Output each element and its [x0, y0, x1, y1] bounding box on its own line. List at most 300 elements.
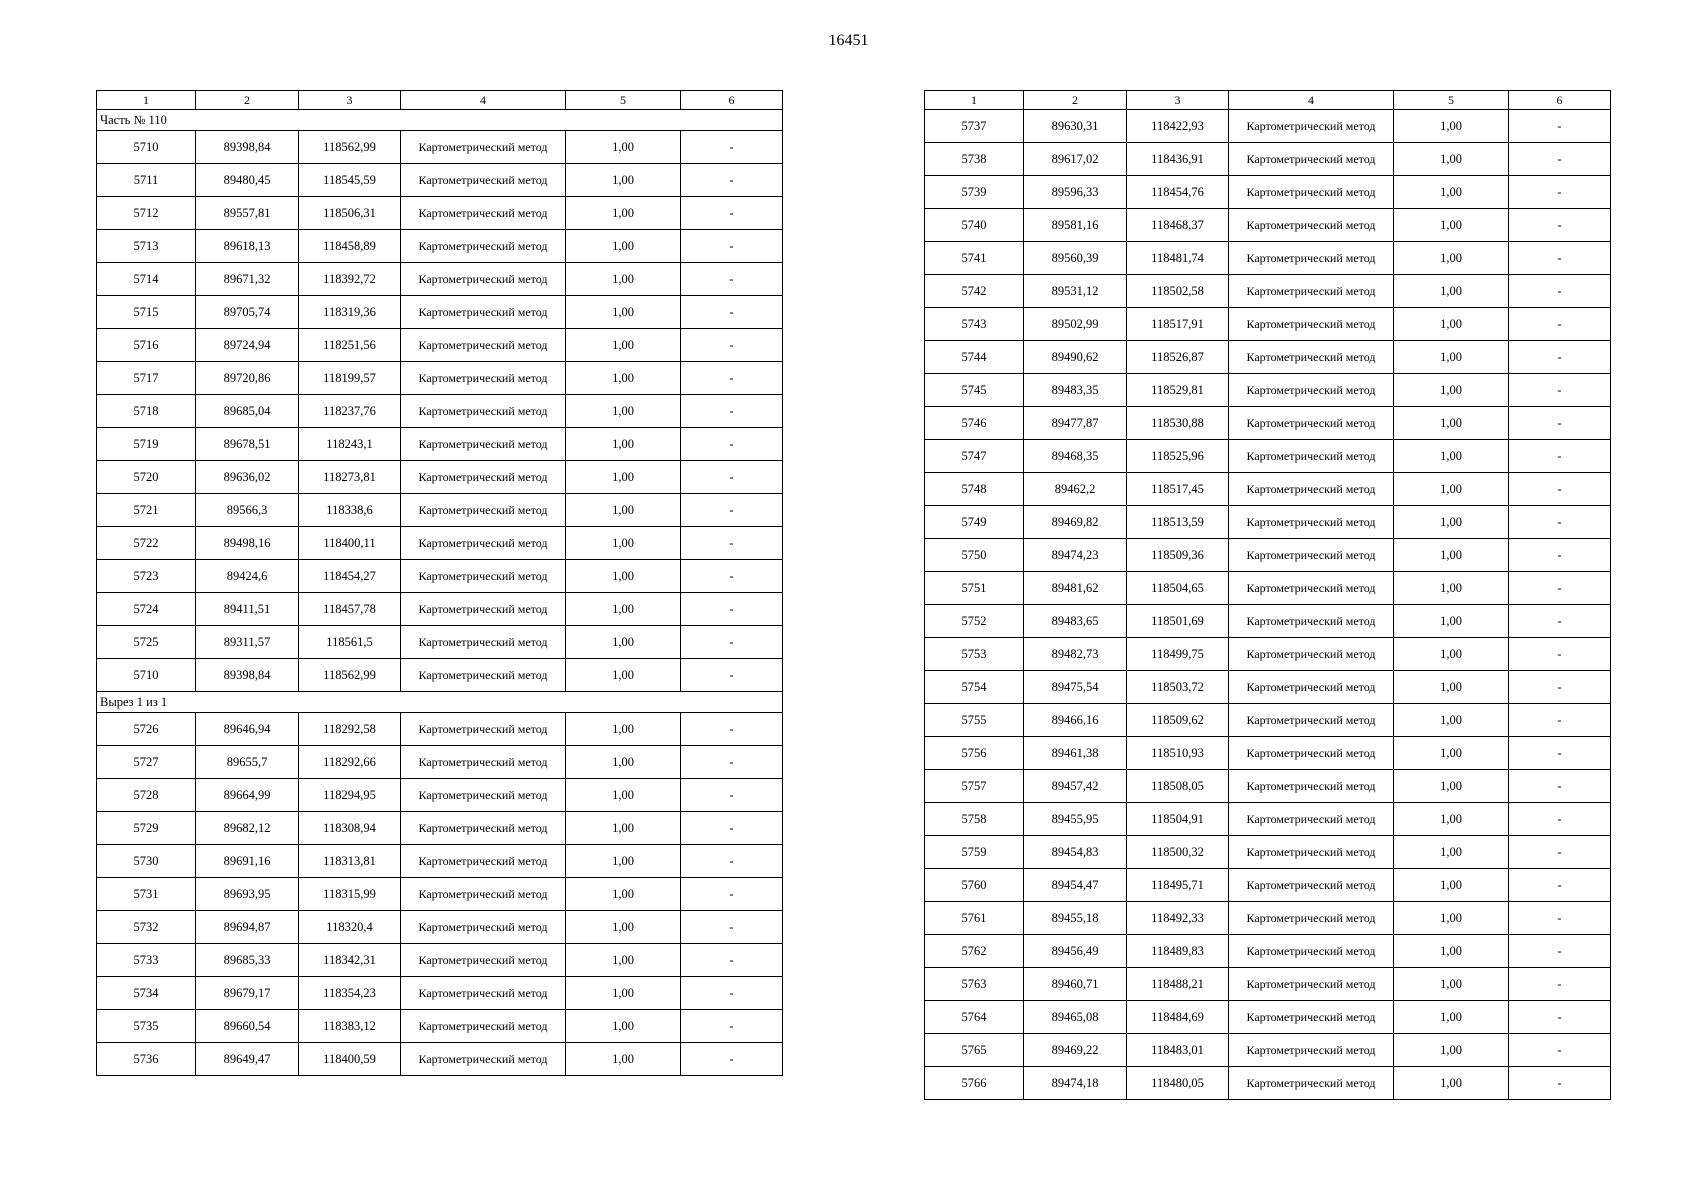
table-cell: 1,00 [566, 296, 681, 329]
table-row [925, 1034, 1611, 1067]
table-row [925, 968, 1611, 1001]
table-cell: 5753 [925, 638, 1024, 671]
table-cell: 89566,3 [196, 494, 299, 527]
table-cell: 5737 [925, 110, 1024, 143]
table-cell: Картометрический метод [1229, 869, 1394, 902]
table-cell: 118529,81 [1127, 374, 1229, 407]
table-cell: 118509,36 [1127, 539, 1229, 572]
table-cell: - [1509, 242, 1611, 275]
table-cell: 5735 [97, 1010, 196, 1043]
table-cell: Картометрический метод [1229, 1001, 1394, 1034]
table-cell: 118502,58 [1127, 275, 1229, 308]
table-cell: 5713 [97, 230, 196, 263]
table-cell: 118243,1 [299, 428, 401, 461]
table-cell: 1,00 [1394, 704, 1509, 737]
table-cell: 5724 [97, 593, 196, 626]
table-cell: - [681, 560, 783, 593]
table-cell: Картометрический метод [1229, 440, 1394, 473]
table-cell: Картометрический метод [1229, 242, 1394, 275]
table-row [97, 329, 783, 362]
table-cell: - [681, 362, 783, 395]
table-row [925, 1067, 1611, 1100]
table-cell: 118545,59 [299, 164, 401, 197]
table-cell: 5723 [97, 560, 196, 593]
table-cell: - [1509, 968, 1611, 1001]
table-cell: 89617,02 [1024, 143, 1127, 176]
table-cell: 89454,83 [1024, 836, 1127, 869]
table-cell: 118500,32 [1127, 836, 1229, 869]
table-cell: Картометрический метод [401, 812, 566, 845]
table-row [97, 131, 783, 164]
table-row [925, 374, 1611, 407]
table-cell: 5730 [97, 845, 196, 878]
table-row [97, 593, 783, 626]
table-cell: 5745 [925, 374, 1024, 407]
table-cell: Картометрический метод [1229, 176, 1394, 209]
table-row [97, 560, 783, 593]
table-cell: 1,00 [1394, 935, 1509, 968]
table-row [97, 494, 783, 527]
table-cell: 5728 [97, 779, 196, 812]
table-row [97, 713, 783, 746]
table-cell: 118484,69 [1127, 1001, 1229, 1034]
table-cell: 1,00 [566, 746, 681, 779]
table-cell: 1,00 [1394, 836, 1509, 869]
table-cell: 1,00 [1394, 572, 1509, 605]
table-cell: 89671,32 [196, 263, 299, 296]
table-cell: Картометрический метод [401, 494, 566, 527]
table-cell: 89483,35 [1024, 374, 1127, 407]
table-cell: 1,00 [566, 626, 681, 659]
table-cell: 118454,76 [1127, 176, 1229, 209]
table-cell: 5744 [925, 341, 1024, 374]
table-cell: 118273,81 [299, 461, 401, 494]
table-cell: 89724,94 [196, 329, 299, 362]
table-cell: - [1509, 407, 1611, 440]
table-cell: - [681, 626, 783, 659]
table-cell: Картометрический метод [1229, 902, 1394, 935]
table-cell: 118458,89 [299, 230, 401, 263]
table-cell: Картометрический метод [401, 659, 566, 692]
table-cell: 5763 [925, 968, 1024, 1001]
table-cell: Картометрический метод [1229, 209, 1394, 242]
table-row [97, 428, 783, 461]
table-cell: 5726 [97, 713, 196, 746]
table-cell: 89655,7 [196, 746, 299, 779]
coordinates-table-left [96, 90, 783, 1076]
table-cell: 89557,81 [196, 197, 299, 230]
table-cell: - [681, 911, 783, 944]
table-cell: 5741 [925, 242, 1024, 275]
table-cell: 1,00 [566, 230, 681, 263]
table-cell: 89456,49 [1024, 935, 1127, 968]
table-cell: Картометрический метод [1229, 737, 1394, 770]
table-header-row [97, 91, 783, 110]
table-cell: 1,00 [566, 461, 681, 494]
table-cell: 1,00 [1394, 506, 1509, 539]
table-cell: 5720 [97, 461, 196, 494]
table-row [97, 812, 783, 845]
table-cell: 5749 [925, 506, 1024, 539]
table-cell: 118436,91 [1127, 143, 1229, 176]
table-cell: Картометрический метод [401, 362, 566, 395]
table-cell: - [1509, 506, 1611, 539]
table-cell: 5721 [97, 494, 196, 527]
table-cell: 5716 [97, 329, 196, 362]
table-cell: Картометрический метод [1229, 308, 1394, 341]
table-cell: Картометрический метод [401, 1043, 566, 1076]
table-cell: 1,00 [566, 197, 681, 230]
table-cell: 1,00 [566, 131, 681, 164]
table-cell: 5751 [925, 572, 1024, 605]
table-cell: 1,00 [566, 593, 681, 626]
table-cell: 1,00 [1394, 737, 1509, 770]
column-header: 2 [1024, 91, 1127, 110]
table-cell: - [1509, 143, 1611, 176]
section-title: Вырез 1 из 1 [97, 692, 783, 713]
table-cell: 89398,84 [196, 131, 299, 164]
table-cell: 118509,62 [1127, 704, 1229, 737]
table-cell: - [1509, 110, 1611, 143]
table-row [925, 638, 1611, 671]
table-row [97, 164, 783, 197]
table-cell: Картометрический метод [1229, 473, 1394, 506]
table-cell: 5762 [925, 935, 1024, 968]
table-cell: 5757 [925, 770, 1024, 803]
column-header: 5 [1394, 91, 1509, 110]
column-header: 1 [925, 91, 1024, 110]
table-cell: 118199,57 [299, 362, 401, 395]
table-cell: Картометрический метод [1229, 341, 1394, 374]
table-cell: Картометрический метод [1229, 1034, 1394, 1067]
table-cell: 5722 [97, 527, 196, 560]
table-cell: Картометрический метод [1229, 671, 1394, 704]
table-cell: 1,00 [566, 527, 681, 560]
table-row [97, 845, 783, 878]
table-cell: - [1509, 704, 1611, 737]
table-cell: Картометрический метод [401, 944, 566, 977]
table-cell: 89664,99 [196, 779, 299, 812]
table-cell: 89483,65 [1024, 605, 1127, 638]
table-row [925, 506, 1611, 539]
table-cell: 118506,31 [299, 197, 401, 230]
table-cell: 89705,74 [196, 296, 299, 329]
table-cell: Картометрический метод [401, 131, 566, 164]
table-cell: 1,00 [1394, 671, 1509, 704]
table-cell: 89560,39 [1024, 242, 1127, 275]
table-cell: Картометрический метод [1229, 1067, 1394, 1100]
table-cell: - [681, 428, 783, 461]
table-cell: 89461,38 [1024, 737, 1127, 770]
table-cell: - [681, 746, 783, 779]
table-cell: Картометрический метод [401, 230, 566, 263]
table-cell: 5734 [97, 977, 196, 1010]
table-cell: Картометрический метод [1229, 572, 1394, 605]
table-cell: 1,00 [1394, 1001, 1509, 1034]
table-cell: 118489,83 [1127, 935, 1229, 968]
table-cell: 89475,54 [1024, 671, 1127, 704]
table-cell: 89469,22 [1024, 1034, 1127, 1067]
table-cell: 118457,78 [299, 593, 401, 626]
table-cell: 5714 [97, 263, 196, 296]
table-cell: 89678,51 [196, 428, 299, 461]
table-row [925, 308, 1611, 341]
table-row [97, 395, 783, 428]
table-cell: 5732 [97, 911, 196, 944]
table-cell: - [1509, 440, 1611, 473]
table-cell: Картометрический метод [1229, 935, 1394, 968]
table-cell: 89531,12 [1024, 275, 1127, 308]
table-cell: Картометрический метод [401, 164, 566, 197]
table-cell: - [1509, 1067, 1611, 1100]
table-cell: 89636,02 [196, 461, 299, 494]
table-cell: 118313,81 [299, 845, 401, 878]
table-cell: 1,00 [1394, 539, 1509, 572]
table-cell: - [681, 263, 783, 296]
table-cell: 1,00 [566, 494, 681, 527]
table-cell: - [681, 197, 783, 230]
table-cell: Картометрический метод [1229, 110, 1394, 143]
table-cell: 5752 [925, 605, 1024, 638]
table-cell: 1,00 [1394, 770, 1509, 803]
table-cell: 5710 [97, 659, 196, 692]
table-cell: 5731 [97, 878, 196, 911]
table-cell: 118354,23 [299, 977, 401, 1010]
table-cell: 118513,59 [1127, 506, 1229, 539]
table-row [925, 572, 1611, 605]
table-cell: 5733 [97, 944, 196, 977]
table-cell: - [681, 1010, 783, 1043]
table-cell: 89468,35 [1024, 440, 1127, 473]
table-cell: Картометрический метод [401, 713, 566, 746]
section-title-row [97, 110, 783, 131]
table-row [925, 176, 1611, 209]
table-cell: - [1509, 308, 1611, 341]
table-cell: Картометрический метод [401, 845, 566, 878]
table-row [925, 737, 1611, 770]
table-cell: - [681, 494, 783, 527]
table-cell: 1,00 [1394, 308, 1509, 341]
table-cell: 1,00 [566, 845, 681, 878]
table-row [97, 527, 783, 560]
table-row [97, 461, 783, 494]
table-cell: 118483,01 [1127, 1034, 1229, 1067]
table-cell: 5747 [925, 440, 1024, 473]
table-cell: Картометрический метод [1229, 803, 1394, 836]
table-cell: - [1509, 374, 1611, 407]
table-cell: 118517,45 [1127, 473, 1229, 506]
table-cell: 89660,54 [196, 1010, 299, 1043]
table-cell: 5746 [925, 407, 1024, 440]
column-header: 2 [196, 91, 299, 110]
table-cell: - [681, 461, 783, 494]
table-cell: 118508,05 [1127, 770, 1229, 803]
table-row [97, 944, 783, 977]
table-cell: Картометрический метод [401, 1010, 566, 1043]
table-cell: 1,00 [1394, 1067, 1509, 1100]
table-cell: 1,00 [1394, 902, 1509, 935]
table-cell: 5739 [925, 176, 1024, 209]
table-body-left [97, 110, 783, 1076]
table-cell: 5761 [925, 902, 1024, 935]
table-cell: 89455,18 [1024, 902, 1127, 935]
table-cell: Картометрический метод [1229, 143, 1394, 176]
table-cell: 5754 [925, 671, 1024, 704]
table-cell: 118320,4 [299, 911, 401, 944]
table-cell: 89482,73 [1024, 638, 1127, 671]
table-cell: - [681, 878, 783, 911]
table-cell: 1,00 [1394, 374, 1509, 407]
table-cell: Картометрический метод [1229, 506, 1394, 539]
table-row [925, 539, 1611, 572]
table-cell: 1,00 [566, 329, 681, 362]
table-cell: 1,00 [566, 395, 681, 428]
table-cell: 5743 [925, 308, 1024, 341]
table-cell: Картометрический метод [401, 779, 566, 812]
table-cell: - [681, 131, 783, 164]
table-row [925, 209, 1611, 242]
table-cell: - [681, 164, 783, 197]
table-cell: Картометрический метод [401, 329, 566, 362]
table-cell: - [681, 812, 783, 845]
column-header: 3 [1127, 91, 1229, 110]
table-cell: - [1509, 935, 1611, 968]
table-cell: Картометрический метод [401, 911, 566, 944]
table-cell: - [681, 329, 783, 362]
table-cell: 1,00 [1394, 407, 1509, 440]
table-cell: 5727 [97, 746, 196, 779]
table-cell: 1,00 [566, 713, 681, 746]
column-header: 3 [299, 91, 401, 110]
table-cell: - [1509, 176, 1611, 209]
table-row [925, 770, 1611, 803]
table-cell: 5725 [97, 626, 196, 659]
table-cell: Картометрический метод [401, 428, 566, 461]
table-cell: 118499,75 [1127, 638, 1229, 671]
table-row [925, 704, 1611, 737]
table-cell: 5748 [925, 473, 1024, 506]
table-cell: 1,00 [566, 1010, 681, 1043]
table-cell: 5760 [925, 869, 1024, 902]
table-cell: 118251,56 [299, 329, 401, 362]
table-cell: 1,00 [1394, 869, 1509, 902]
table-cell: 118294,95 [299, 779, 401, 812]
table-cell: 118501,69 [1127, 605, 1229, 638]
table-row [97, 263, 783, 296]
table-cell: 89460,71 [1024, 968, 1127, 1001]
table-cell: Картометрический метод [1229, 374, 1394, 407]
table-cell: 5764 [925, 1001, 1024, 1034]
table-cell: Картометрический метод [401, 395, 566, 428]
table-cell: 118480,05 [1127, 1067, 1229, 1100]
table-cell: - [681, 977, 783, 1010]
table-cell: 1,00 [566, 911, 681, 944]
table-row [97, 230, 783, 263]
table-cell: 118342,31 [299, 944, 401, 977]
table-cell: 89457,42 [1024, 770, 1127, 803]
table-cell: - [1509, 671, 1611, 704]
table-cell: Картометрический метод [401, 977, 566, 1010]
table-row [925, 110, 1611, 143]
table-row [97, 296, 783, 329]
table-cell: 89685,33 [196, 944, 299, 977]
column-header: 6 [681, 91, 783, 110]
table-cell: 89490,62 [1024, 341, 1127, 374]
table-cell: - [681, 713, 783, 746]
table-cell: 118492,33 [1127, 902, 1229, 935]
table-cell: 118400,11 [299, 527, 401, 560]
table-cell: 1,00 [566, 812, 681, 845]
table-cell: 118503,72 [1127, 671, 1229, 704]
table-cell: - [681, 395, 783, 428]
table-header-row [925, 91, 1611, 110]
table-row [97, 659, 783, 692]
table-cell: 89630,31 [1024, 110, 1127, 143]
table-cell: - [1509, 638, 1611, 671]
table-cell: 1,00 [1394, 605, 1509, 638]
table-cell: 89454,47 [1024, 869, 1127, 902]
table-cell: 5718 [97, 395, 196, 428]
table-row [97, 878, 783, 911]
table-cell: 1,00 [566, 659, 681, 692]
table-cell: Картометрический метод [1229, 539, 1394, 572]
table-cell: 5729 [97, 812, 196, 845]
column-header: 6 [1509, 91, 1611, 110]
table-cell: 89685,04 [196, 395, 299, 428]
table-row [925, 836, 1611, 869]
table-cell: 118422,93 [1127, 110, 1229, 143]
table-cell: 1,00 [1394, 110, 1509, 143]
table-cell: 118504,91 [1127, 803, 1229, 836]
table-cell: - [1509, 836, 1611, 869]
table-cell: 118400,59 [299, 1043, 401, 1076]
table-body-right [925, 110, 1611, 1100]
table-row [925, 341, 1611, 374]
table-cell: - [1509, 803, 1611, 836]
table-row [925, 440, 1611, 473]
table-cell: 5742 [925, 275, 1024, 308]
table-cell: - [1509, 539, 1611, 572]
table-cell: 1,00 [566, 1043, 681, 1076]
table-cell: Картометрический метод [1229, 836, 1394, 869]
table-cell: 1,00 [1394, 968, 1509, 1001]
table-cell: Картометрический метод [1229, 638, 1394, 671]
table-cell: - [681, 593, 783, 626]
table-cell: 118526,87 [1127, 341, 1229, 374]
table-cell: 5710 [97, 131, 196, 164]
table-cell: Картометрический метод [1229, 770, 1394, 803]
table-cell: - [1509, 275, 1611, 308]
table-cell: 118237,76 [299, 395, 401, 428]
table-cell: 1,00 [566, 878, 681, 911]
table-cell: Картометрический метод [401, 626, 566, 659]
table-cell: 1,00 [566, 944, 681, 977]
table-cell: 89311,57 [196, 626, 299, 659]
table-cell: 1,00 [1394, 440, 1509, 473]
table-cell: 5758 [925, 803, 1024, 836]
table-cell: - [1509, 605, 1611, 638]
table-cell: - [681, 845, 783, 878]
table-cell: 5756 [925, 737, 1024, 770]
table-cell: 118530,88 [1127, 407, 1229, 440]
table-cell: Картометрический метод [401, 527, 566, 560]
table-cell: 5759 [925, 836, 1024, 869]
section-title-row [97, 692, 783, 713]
table-cell: 1,00 [566, 362, 681, 395]
table-row [97, 977, 783, 1010]
column-header: 1 [97, 91, 196, 110]
table-cell: 1,00 [1394, 473, 1509, 506]
